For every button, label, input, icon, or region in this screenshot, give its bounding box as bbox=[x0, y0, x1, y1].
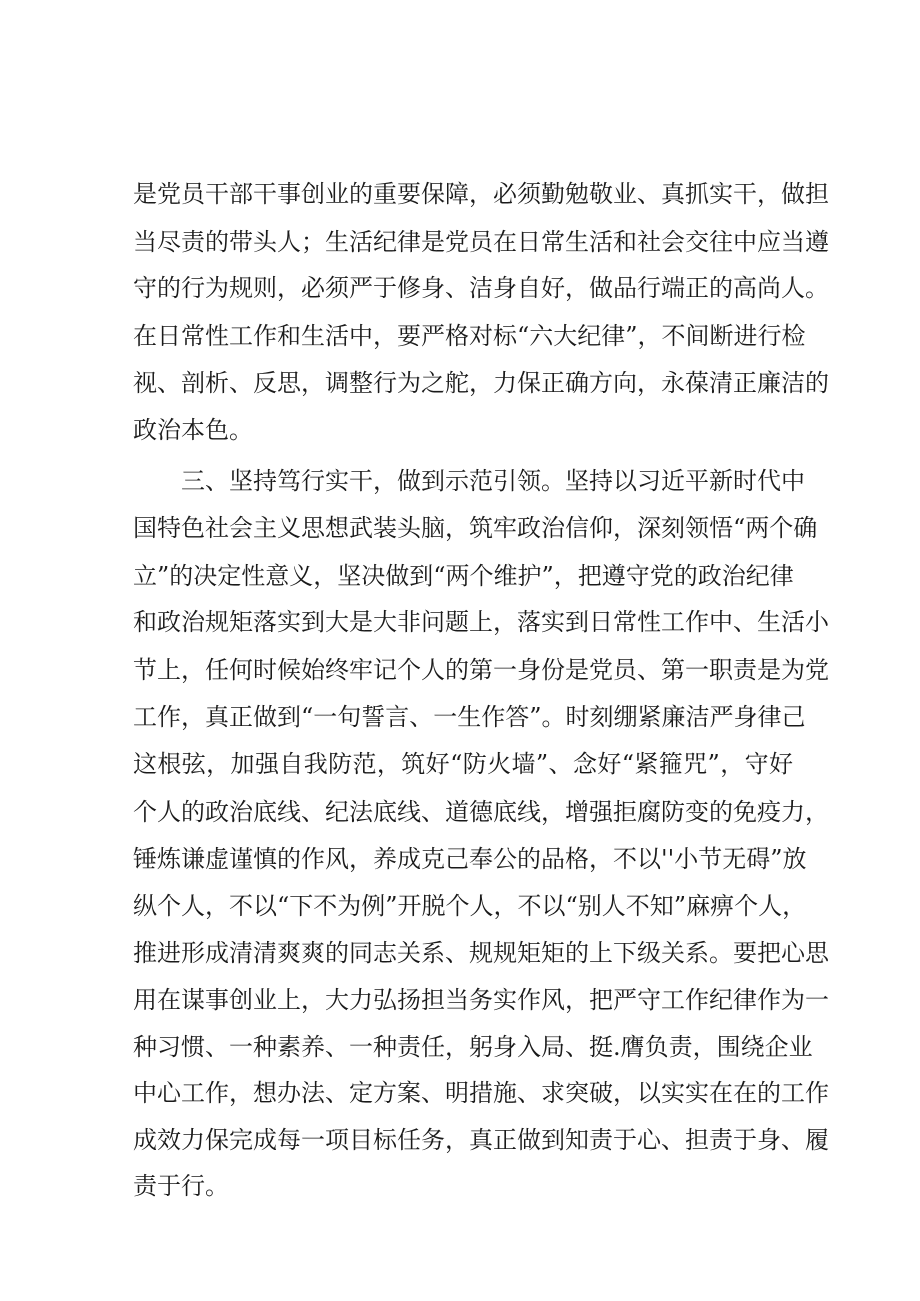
paragraph-1-line-3: 守的行为规则，必须严于修身、洁身自好，做品行端正的高尚人。 bbox=[133, 274, 829, 302]
paragraph-2-line-16: 责于行。 bbox=[133, 1172, 229, 1200]
paragraph-2-line-7: 这根弦，加强自我防范，筑好“防火墙”、念好“紧箍咒”，守好 bbox=[133, 750, 793, 778]
paragraph-1-line-1: 是党员干部干事创业的重要保障，必须勤勉敬业、真抓实干，做担 bbox=[133, 180, 829, 208]
paragraph-2-line-4: 和政治规矩落实到大是大非问题上，落实到日常性工作中、生活小 bbox=[133, 608, 829, 636]
paragraph-2-line-1: 三、坚持笃行实干，做到示范引领。坚持以习近平新时代中 bbox=[181, 467, 805, 495]
paragraph-2-line-6: 工作，真正做到“一句誓言、一生作答”。时刻绷紧廉洁严身律己 bbox=[133, 703, 806, 731]
paragraph-2-line-8: 个人的政治底线、纪法底线、道德底线，增强拒腐防变的免疫力， bbox=[133, 798, 829, 826]
paragraph-2-line-3: 立”的决定性意义，坚决做到“两个维护”，把遵守党的政治纪律 bbox=[133, 562, 794, 590]
paragraph-2-line-9: 锤炼谦虚谨慎的作风，养成克己奉公的品格，不以''小节无碍”放 bbox=[133, 845, 807, 873]
paragraph-1-line-4: 在日常性工作和生活中，要严格对标“六大纪律”，不间断进行检 bbox=[133, 322, 806, 350]
paragraph-2-line-12: 用在谋事创业上，大力弘扬担当务实作风，把严守工作纪律作为一 bbox=[133, 986, 829, 1014]
paragraph-2-line-15: 成效力保完成每一项目标任务，真正做到知责于心、担责于身、履 bbox=[133, 1126, 829, 1154]
paragraph-2-line-14: 中心工作，想办法、定方案、明措施、求突破，以实实在在的工作 bbox=[133, 1079, 829, 1107]
paragraph-2-line-2: 国特色社会主义思想武装头脑，筑牢政治信仰，深刻领悟“两个确 bbox=[133, 514, 818, 542]
paragraph-2-line-10: 纵个人，不以“下不为例”开脱个人，不以“别人不知”麻痹个人， bbox=[133, 892, 807, 920]
paragraph-1-line-2: 当尽责的带头人；生活纪律是党员在日常生活和社会交往中应当遵 bbox=[133, 228, 829, 256]
paragraph-2-line-13: 种习惯、一种素养、一种责任，躬身入局、挺.膺负责，围绕企业 bbox=[133, 1033, 813, 1061]
paragraph-2-line-5: 节上，任何时候始终牢记个人的第一身份是党员、第一职责是为党 bbox=[133, 656, 829, 684]
paragraph-1-line-5: 视、剖析、反思，调整行为之舵，力保正确方向，永葆清正廉洁的 bbox=[133, 369, 829, 397]
paragraph-2-line-11: 推进形成清清爽爽的同志关系、规规矩矩的上下级关系。要把心思 bbox=[133, 939, 829, 967]
paragraph-1-line-6: 政治本色。 bbox=[133, 416, 253, 444]
